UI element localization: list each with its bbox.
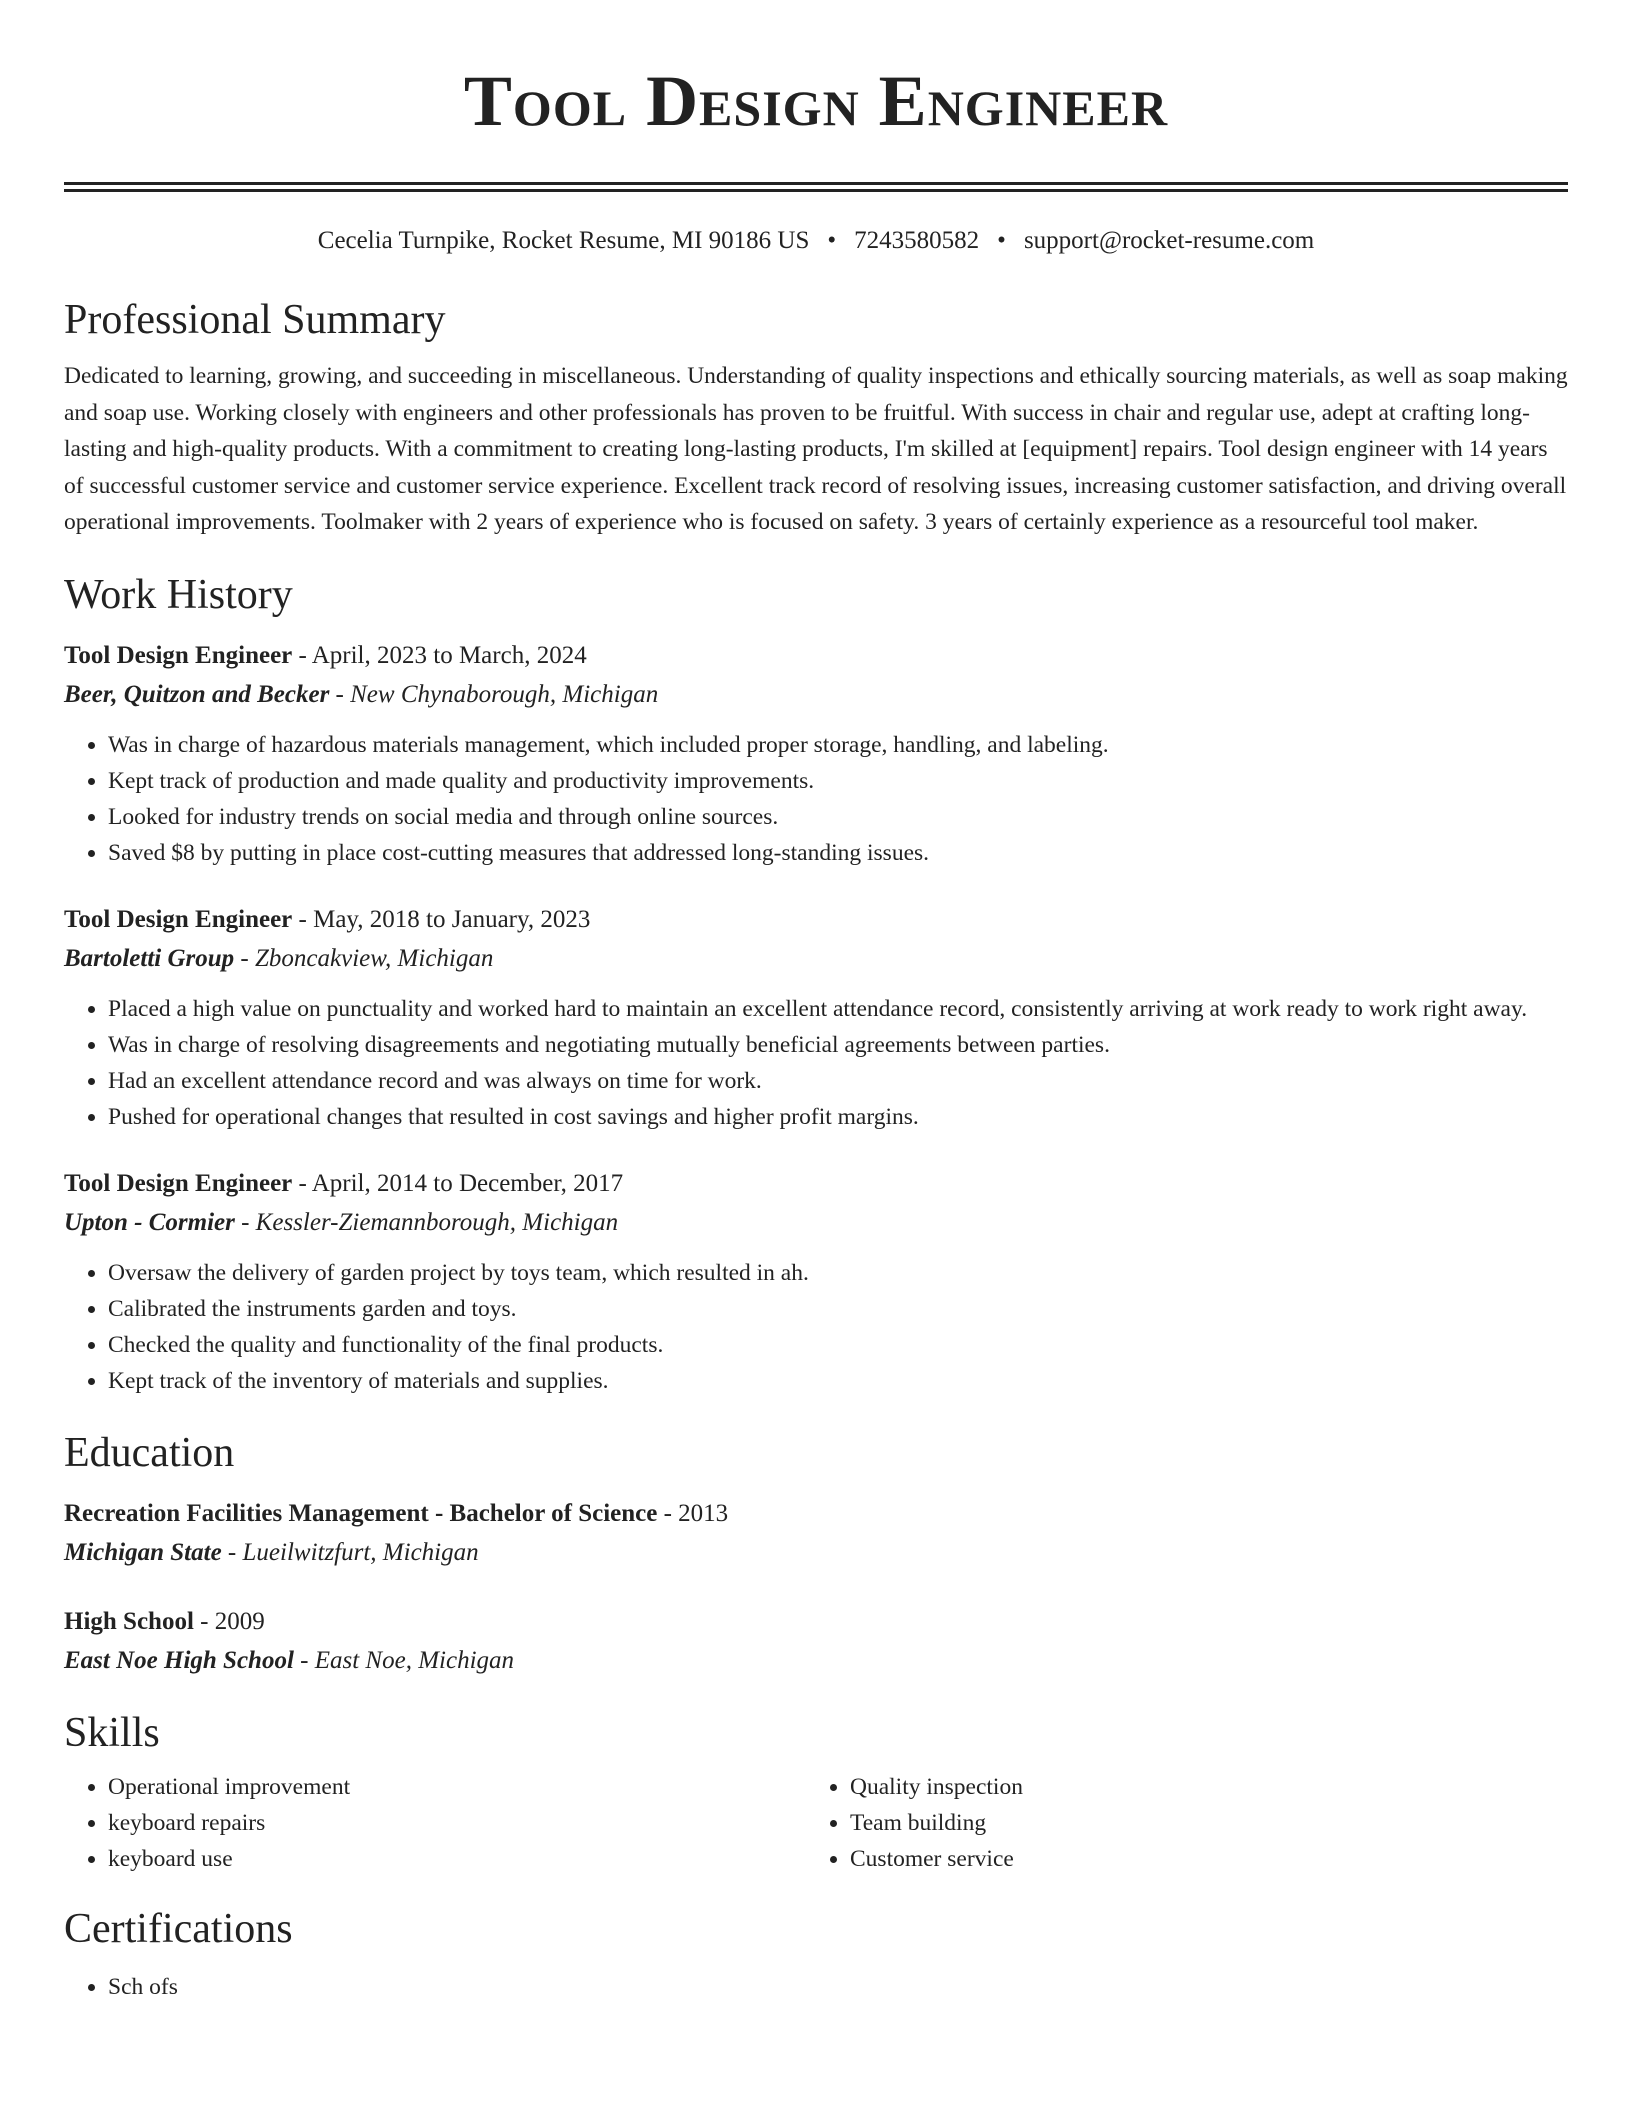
degree-year: - 2013 (657, 1499, 729, 1527)
job-bullets (64, 991, 1568, 1135)
job-title-line (64, 901, 1568, 939)
education-section (64, 1425, 1568, 1681)
certifications-heading: Certifications (64, 1905, 293, 1952)
list-item: • keyboard use (108, 1841, 806, 1877)
degree-line (64, 1603, 1568, 1641)
skills-list-right (806, 1769, 1548, 1877)
list-item: • Had an excellent attendance record and was always on time for work. (108, 1063, 1568, 1099)
education-entry (64, 1495, 1568, 1573)
list-item: • Oversaw the delivery of garden project by toys team, which resulted in ah. (108, 1255, 1568, 1291)
skills-section (64, 1705, 1568, 1877)
job-location: - Kessler-Ziemannborough, Michigan (234, 1208, 619, 1236)
job-location: - Zboncakview, Michigan (234, 944, 494, 972)
school-line (64, 1533, 1568, 1573)
job-entry (64, 901, 1568, 1135)
skills-list-left (64, 1769, 806, 1877)
certifications-list (64, 1969, 1568, 2005)
list-item: • Quality inspection (850, 1769, 1548, 1805)
title-divider (64, 182, 1568, 192)
degree-year: - 2009 (193, 1607, 265, 1635)
summary-section (64, 292, 1568, 541)
job-location: - New Chynaborough, Michigan (329, 680, 659, 708)
job-dates: - May, 2018 to January, 2023 (292, 905, 591, 933)
job-title: Tool Design Engineer (64, 641, 293, 669)
job-entry (64, 637, 1568, 871)
certifications-section (64, 1901, 1568, 2005)
list-item: • Was in charge of hazardous materials management, which included proper storage, handling, and labeling. (108, 727, 1568, 763)
summary-heading: Professional Summary (64, 297, 446, 343)
list-item: • Kept track of production and made quality and productivity improvements. (108, 763, 1568, 799)
list-item: • Saved $8 by putting in place cost-cutting measures that addressed long-standing issues. (108, 835, 1568, 871)
contact-separator: • (827, 227, 837, 254)
work-history-heading: Work History (64, 571, 293, 618)
school-name: East Noe High School (64, 1646, 294, 1674)
list-item: • Checked the quality and functionality of the final products. (108, 1327, 1568, 1363)
contact-line (64, 224, 1568, 258)
job-company: Bartoletti Group (64, 944, 235, 972)
list-item: • Looked for industry trends on social media and through online sources. (108, 799, 1568, 835)
education-heading: Education (64, 1429, 235, 1476)
job-entry (64, 1165, 1568, 1399)
list-item: • Customer service (850, 1841, 1548, 1877)
contact-phone: 7243580582 (854, 227, 980, 254)
job-company-line (64, 939, 1568, 979)
skills-columns (64, 1769, 1568, 1877)
contact-email: support@rocket-resume.com (1023, 227, 1315, 254)
job-company: Upton - Cormier (64, 1208, 235, 1236)
list-item: • Placed a high value on punctuality and worked hard to maintain an excellent attendance record, consistently arriving at work ready to work right away. (108, 991, 1568, 1027)
list-item: • Sch ofs (108, 1969, 1568, 2005)
skills-heading: Skills (64, 1709, 160, 1756)
work-history-section (64, 567, 1568, 1399)
list-item: • Was in charge of resolving disagreements and negotiating mutually beneficial agreements between parties. (108, 1027, 1568, 1063)
page-title: Tool Design Engineer (463, 61, 1169, 141)
job-bullets (64, 727, 1568, 871)
list-item: • Kept track of the inventory of materials and supplies. (108, 1363, 1568, 1399)
summary-text: Dedicated to learning, growing, and succeeding in miscellaneous. Understanding of quality inspections and ethically sourcing materials, as well as soap making and soap use. Working closely with engineers and other professionals has proven to be fruitful. With success in chair and regular use, adept at crafting long-lasting and high-quality products. With a commitment to creating long-lasting products, I'm skilled at [equipment] repairs. Tool design engineer with 14 years of successful customer service and customer service experience. Excellent track record of resolving issues, increasing customer satisfaction, and driving overall operational improvements. Toolmaker with 2 years of experience who is focused on safety. 3 years of certainly experience as a resourceful tool maker. (64, 363, 1568, 535)
school-location: - East Noe, Michigan (293, 1646, 515, 1674)
job-title: Tool Design Engineer (64, 1169, 293, 1197)
contact-address: Cecelia Turnpike, Rocket Resume, MI 90186 US (317, 227, 810, 254)
job-company-line (64, 675, 1568, 715)
list-item: • Calibrated the instruments garden and toys. (108, 1291, 1568, 1327)
list-item: • Operational improvement (108, 1769, 806, 1805)
contact-separator: • (997, 227, 1006, 254)
list-item: • Team building (850, 1805, 1548, 1841)
school-line (64, 1641, 1568, 1681)
education-entry (64, 1603, 1568, 1681)
list-item: • Pushed for operational changes that resulted in cost savings and higher profit margins. (108, 1099, 1568, 1135)
job-dates: - April, 2014 to December, 2017 (292, 1169, 624, 1197)
school-name: Michigan State (64, 1538, 222, 1566)
job-title-line (64, 1165, 1568, 1203)
school-location: - Lueilwitzfurt, Michigan (221, 1538, 479, 1566)
job-title: Tool Design Engineer (64, 905, 293, 933)
degree-name: Recreation Facilities Management - Bachelor of Science (64, 1499, 658, 1527)
job-company-line (64, 1203, 1568, 1243)
job-dates: - April, 2023 to March, 2024 (292, 641, 587, 669)
job-bullets (64, 1255, 1568, 1399)
degree-line (64, 1495, 1568, 1533)
job-company: Beer, Quitzon and Becker (64, 680, 330, 708)
job-title-line (64, 637, 1568, 675)
list-item: • keyboard repairs (108, 1805, 806, 1841)
degree-name: High School (64, 1607, 194, 1635)
